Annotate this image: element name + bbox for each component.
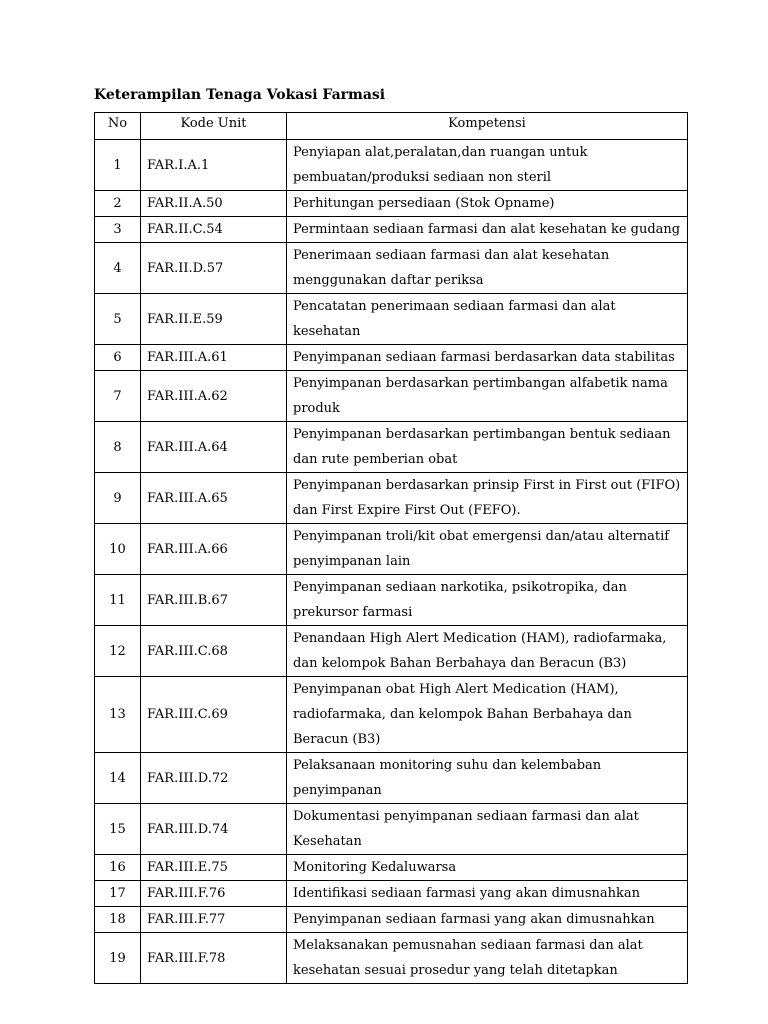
row-kompetensi: Pelaksanaan monitoring suhu dan kelembaban penyimpanan — [287, 753, 688, 804]
table-row — [95, 804, 688, 855]
row-number: 9 — [95, 473, 141, 524]
table-row — [95, 677, 688, 753]
row-number: 10 — [95, 524, 141, 575]
row-kompetensi: Penerimaan sediaan farmasi dan alat kesehatan menggunakan daftar periksa — [287, 243, 688, 294]
row-kompetensi: Penyimpanan obat High Alert Medication (HAM), radiofarmaka, dan kelompok Bahan Berbahaya dan Beracun (B3) — [287, 677, 688, 753]
row-number: 8 — [95, 422, 141, 473]
row-kode-unit: FAR.II.A.50 — [141, 191, 287, 217]
header-kode-unit: Kode Unit — [141, 113, 287, 140]
row-kompetensi: Identifikasi sediaan farmasi yang akan dimusnahkan — [287, 881, 688, 907]
row-number: 17 — [95, 881, 141, 907]
header-kompetensi: Kompetensi — [287, 113, 688, 140]
table-row — [95, 933, 688, 984]
document-title: Keterampilan Tenaga Vokasi Farmasi — [94, 87, 386, 103]
row-kode-unit: FAR.III.A.64 — [141, 422, 287, 473]
row-kode-unit: FAR.II.C.54 — [141, 217, 287, 243]
row-kode-unit: FAR.III.A.62 — [141, 371, 287, 422]
row-kompetensi: Penyimpanan berdasarkan prinsip First in First out (FIFO) dan First Expire First Out (FEFO). — [287, 473, 688, 524]
row-number: 6 — [95, 345, 141, 371]
competency-table — [94, 112, 688, 984]
table-row — [95, 345, 688, 371]
row-number: 7 — [95, 371, 141, 422]
row-number: 2 — [95, 191, 141, 217]
row-kode-unit: FAR.III.A.61 — [141, 345, 287, 371]
row-kode-unit: FAR.III.F.76 — [141, 881, 287, 907]
row-number: 15 — [95, 804, 141, 855]
row-number: 3 — [95, 217, 141, 243]
table-row — [95, 855, 688, 881]
row-kompetensi: Melaksanakan pemusnahan sediaan farmasi dan alat kesehatan sesuai prosedur yang telah ditetapkan — [287, 933, 688, 984]
row-kode-unit: FAR.III.C.69 — [141, 677, 287, 753]
row-kompetensi: Dokumentasi penyimpanan sediaan farmasi dan alat Kesehatan — [287, 804, 688, 855]
row-kode-unit: FAR.III.B.67 — [141, 575, 287, 626]
table-row — [95, 907, 688, 933]
row-number: 18 — [95, 907, 141, 933]
row-kode-unit: FAR.III.D.74 — [141, 804, 287, 855]
row-kode-unit: FAR.II.D.57 — [141, 243, 287, 294]
row-kode-unit: FAR.III.D.72 — [141, 753, 287, 804]
table-row — [95, 140, 688, 191]
row-kompetensi: Monitoring Kedaluwarsa — [287, 855, 688, 881]
row-kompetensi: Penyimpanan sediaan narkotika, psikotropika, dan prekursor farmasi — [287, 575, 688, 626]
row-number: 5 — [95, 294, 141, 345]
row-number: 19 — [95, 933, 141, 984]
table-row — [95, 575, 688, 626]
row-kode-unit: FAR.I.A.1 — [141, 140, 287, 191]
table-row — [95, 753, 688, 804]
row-kompetensi: Penyimpanan sediaan farmasi berdasarkan data stabilitas — [287, 345, 688, 371]
row-kompetensi: Penandaan High Alert Medication (HAM), radiofarmaka, dan kelompok Bahan Berbahaya dan Beracun (B3) — [287, 626, 688, 677]
table-row — [95, 422, 688, 473]
row-kode-unit: FAR.III.E.75 — [141, 855, 287, 881]
row-number: 4 — [95, 243, 141, 294]
table-body — [95, 140, 688, 984]
row-kompetensi: Penyimpanan berdasarkan pertimbangan bentuk sediaan dan rute pemberian obat — [287, 422, 688, 473]
row-number: 13 — [95, 677, 141, 753]
row-kode-unit: FAR.III.F.77 — [141, 907, 287, 933]
header-no: No — [95, 113, 141, 140]
table-row — [95, 524, 688, 575]
row-kode-unit: FAR.III.C.68 — [141, 626, 287, 677]
table-header-row — [95, 113, 688, 140]
row-kode-unit: FAR.III.A.66 — [141, 524, 287, 575]
table-row — [95, 243, 688, 294]
row-number: 14 — [95, 753, 141, 804]
row-kompetensi: Penyiapan alat,peralatan,dan ruangan untuk pembuatan/produksi sediaan non steril — [287, 140, 688, 191]
table-row — [95, 881, 688, 907]
row-kompetensi: Penyimpanan berdasarkan pertimbangan alfabetik nama produk — [287, 371, 688, 422]
table-row — [95, 191, 688, 217]
table-row — [95, 371, 688, 422]
row-kompetensi: Pencatatan penerimaan sediaan farmasi dan alat kesehatan — [287, 294, 688, 345]
table-row — [95, 626, 688, 677]
row-number: 1 — [95, 140, 141, 191]
table-row — [95, 473, 688, 524]
row-kompetensi: Perhitungan persediaan (Stok Opname) — [287, 191, 688, 217]
row-number: 12 — [95, 626, 141, 677]
row-kode-unit: FAR.III.A.65 — [141, 473, 287, 524]
row-kode-unit: FAR.III.F.78 — [141, 933, 287, 984]
row-kompetensi: Penyimpanan sediaan farmasi yang akan dimusnahkan — [287, 907, 688, 933]
table-row — [95, 294, 688, 345]
table-row — [95, 217, 688, 243]
row-number: 16 — [95, 855, 141, 881]
row-kompetensi: Penyimpanan troli/kit obat emergensi dan/atau alternatif penyimpanan lain — [287, 524, 688, 575]
row-kompetensi: Permintaan sediaan farmasi dan alat kesehatan ke gudang — [287, 217, 688, 243]
row-kode-unit: FAR.II.E.59 — [141, 294, 287, 345]
row-number: 11 — [95, 575, 141, 626]
